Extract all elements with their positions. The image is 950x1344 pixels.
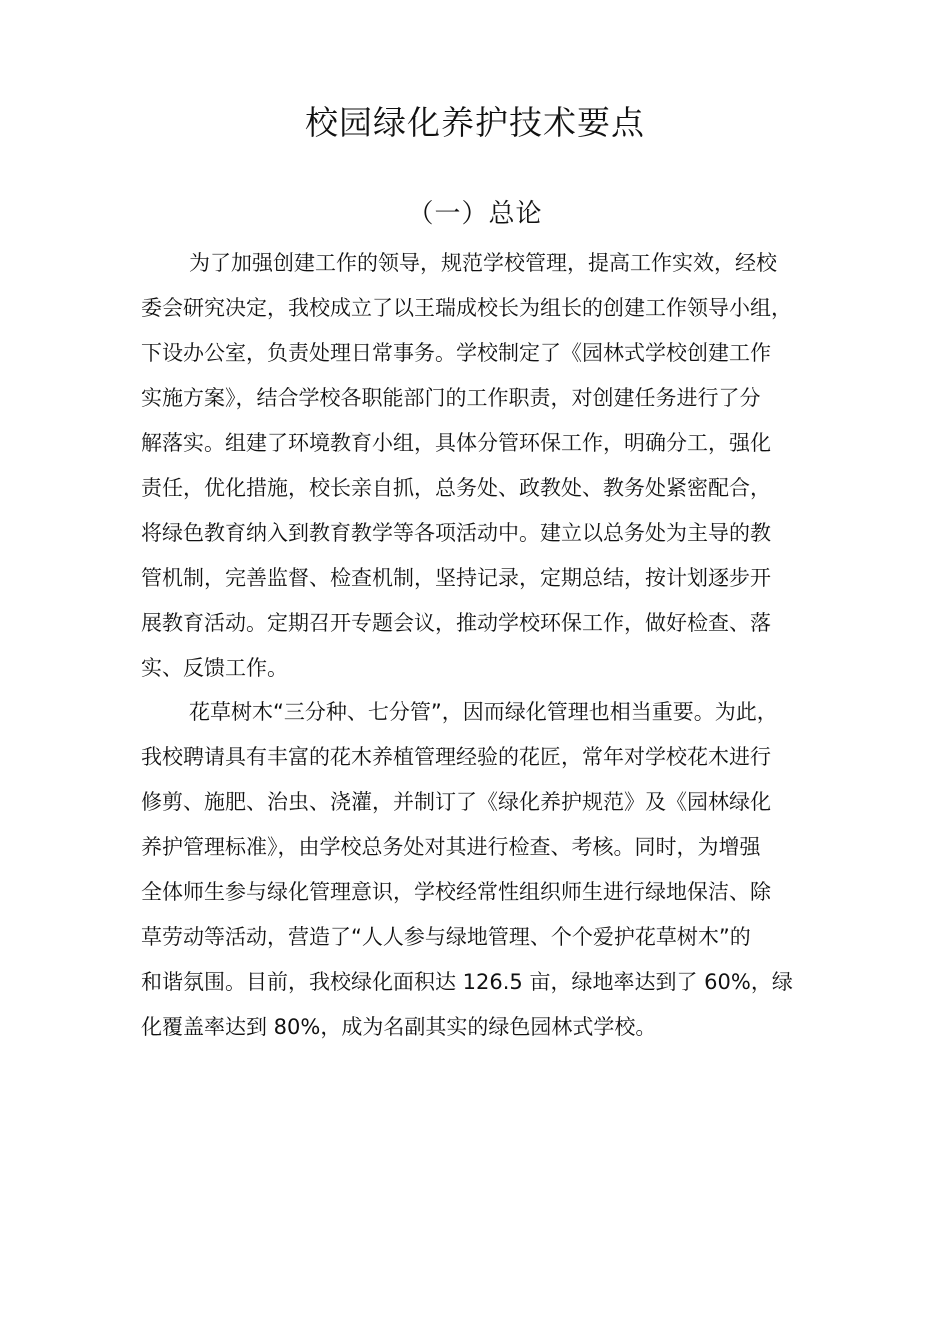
paragraph-line: 全体师生参与绿化管理意识，学校经常性组织师生进行绿地保洁、除 [141, 880, 771, 904]
paragraph-line: 花草树木“三分种、七分管”，因而绿化管理也相当重要。为此， [189, 700, 778, 724]
paragraph-line: 责任，优化措施，校长亲自抓，总务处、政教处、教务处紧密配合， [141, 476, 771, 500]
paragraph-line: 我校聘请具有丰富的花木养植管理经验的花匠，常年对学校花木进行 [141, 745, 771, 769]
paragraph-line: 草劳动等活动，营造了“人人参与绿地管理、个个爱护花草树木”的 [141, 925, 751, 949]
paragraph-line: 化覆盖率达到 80%，成为名副其实的绿色园林式学校。 [141, 1015, 657, 1039]
paragraph-line: 为了加强创建工作的领导，规范学校管理，提高工作实效，经校 [189, 251, 777, 275]
paragraph-line: 委会研究决定，我校成立了以王瑞成校长为组长的创建工作领导小组， [141, 296, 792, 320]
paragraph-line: 展教育活动。定期召开专题会议，推动学校环保工作，做好检查、落 [141, 611, 771, 635]
paragraph-line: 管机制，完善监督、检查机制，坚持记录，定期总结，按计划逐步开 [141, 566, 771, 590]
paragraph-line: 将绿色教育纳入到教育教学等各项活动中。建立以总务处为主导的教 [141, 521, 771, 545]
paragraph-line: 解落实。组建了环境教育小组，具体分管环保工作，明确分工，强化 [141, 431, 771, 455]
paragraph-line: 和谐氛围。目前，我校绿化面积达 126.5 亩，绿地率达到了 60%，绿 [141, 970, 793, 994]
paragraph-greening-management [141, 690, 831, 1050]
paragraph-line: 下设办公室，负责处理日常事务。学校制定了《园林式学校创建工作 [141, 341, 771, 365]
section-heading: （一）总论 [407, 199, 543, 229]
paragraph-line: 实、反馈工作。 [141, 656, 288, 680]
paragraph-line: 实施方案》，结合学校各职能部门的工作职责，对创建任务进行了分 [141, 386, 761, 410]
document-title: 校园绿化养护技术要点 [305, 103, 645, 142]
paragraph-general [141, 241, 831, 691]
paragraph-line: 养护管理标准》，由学校总务处对其进行检查、考核。同时，为增强 [141, 835, 761, 859]
paragraph-line: 修剪、施肥、治虫、浇灌，并制订了《绿化养护规范》及《园林绿化 [141, 790, 771, 814]
